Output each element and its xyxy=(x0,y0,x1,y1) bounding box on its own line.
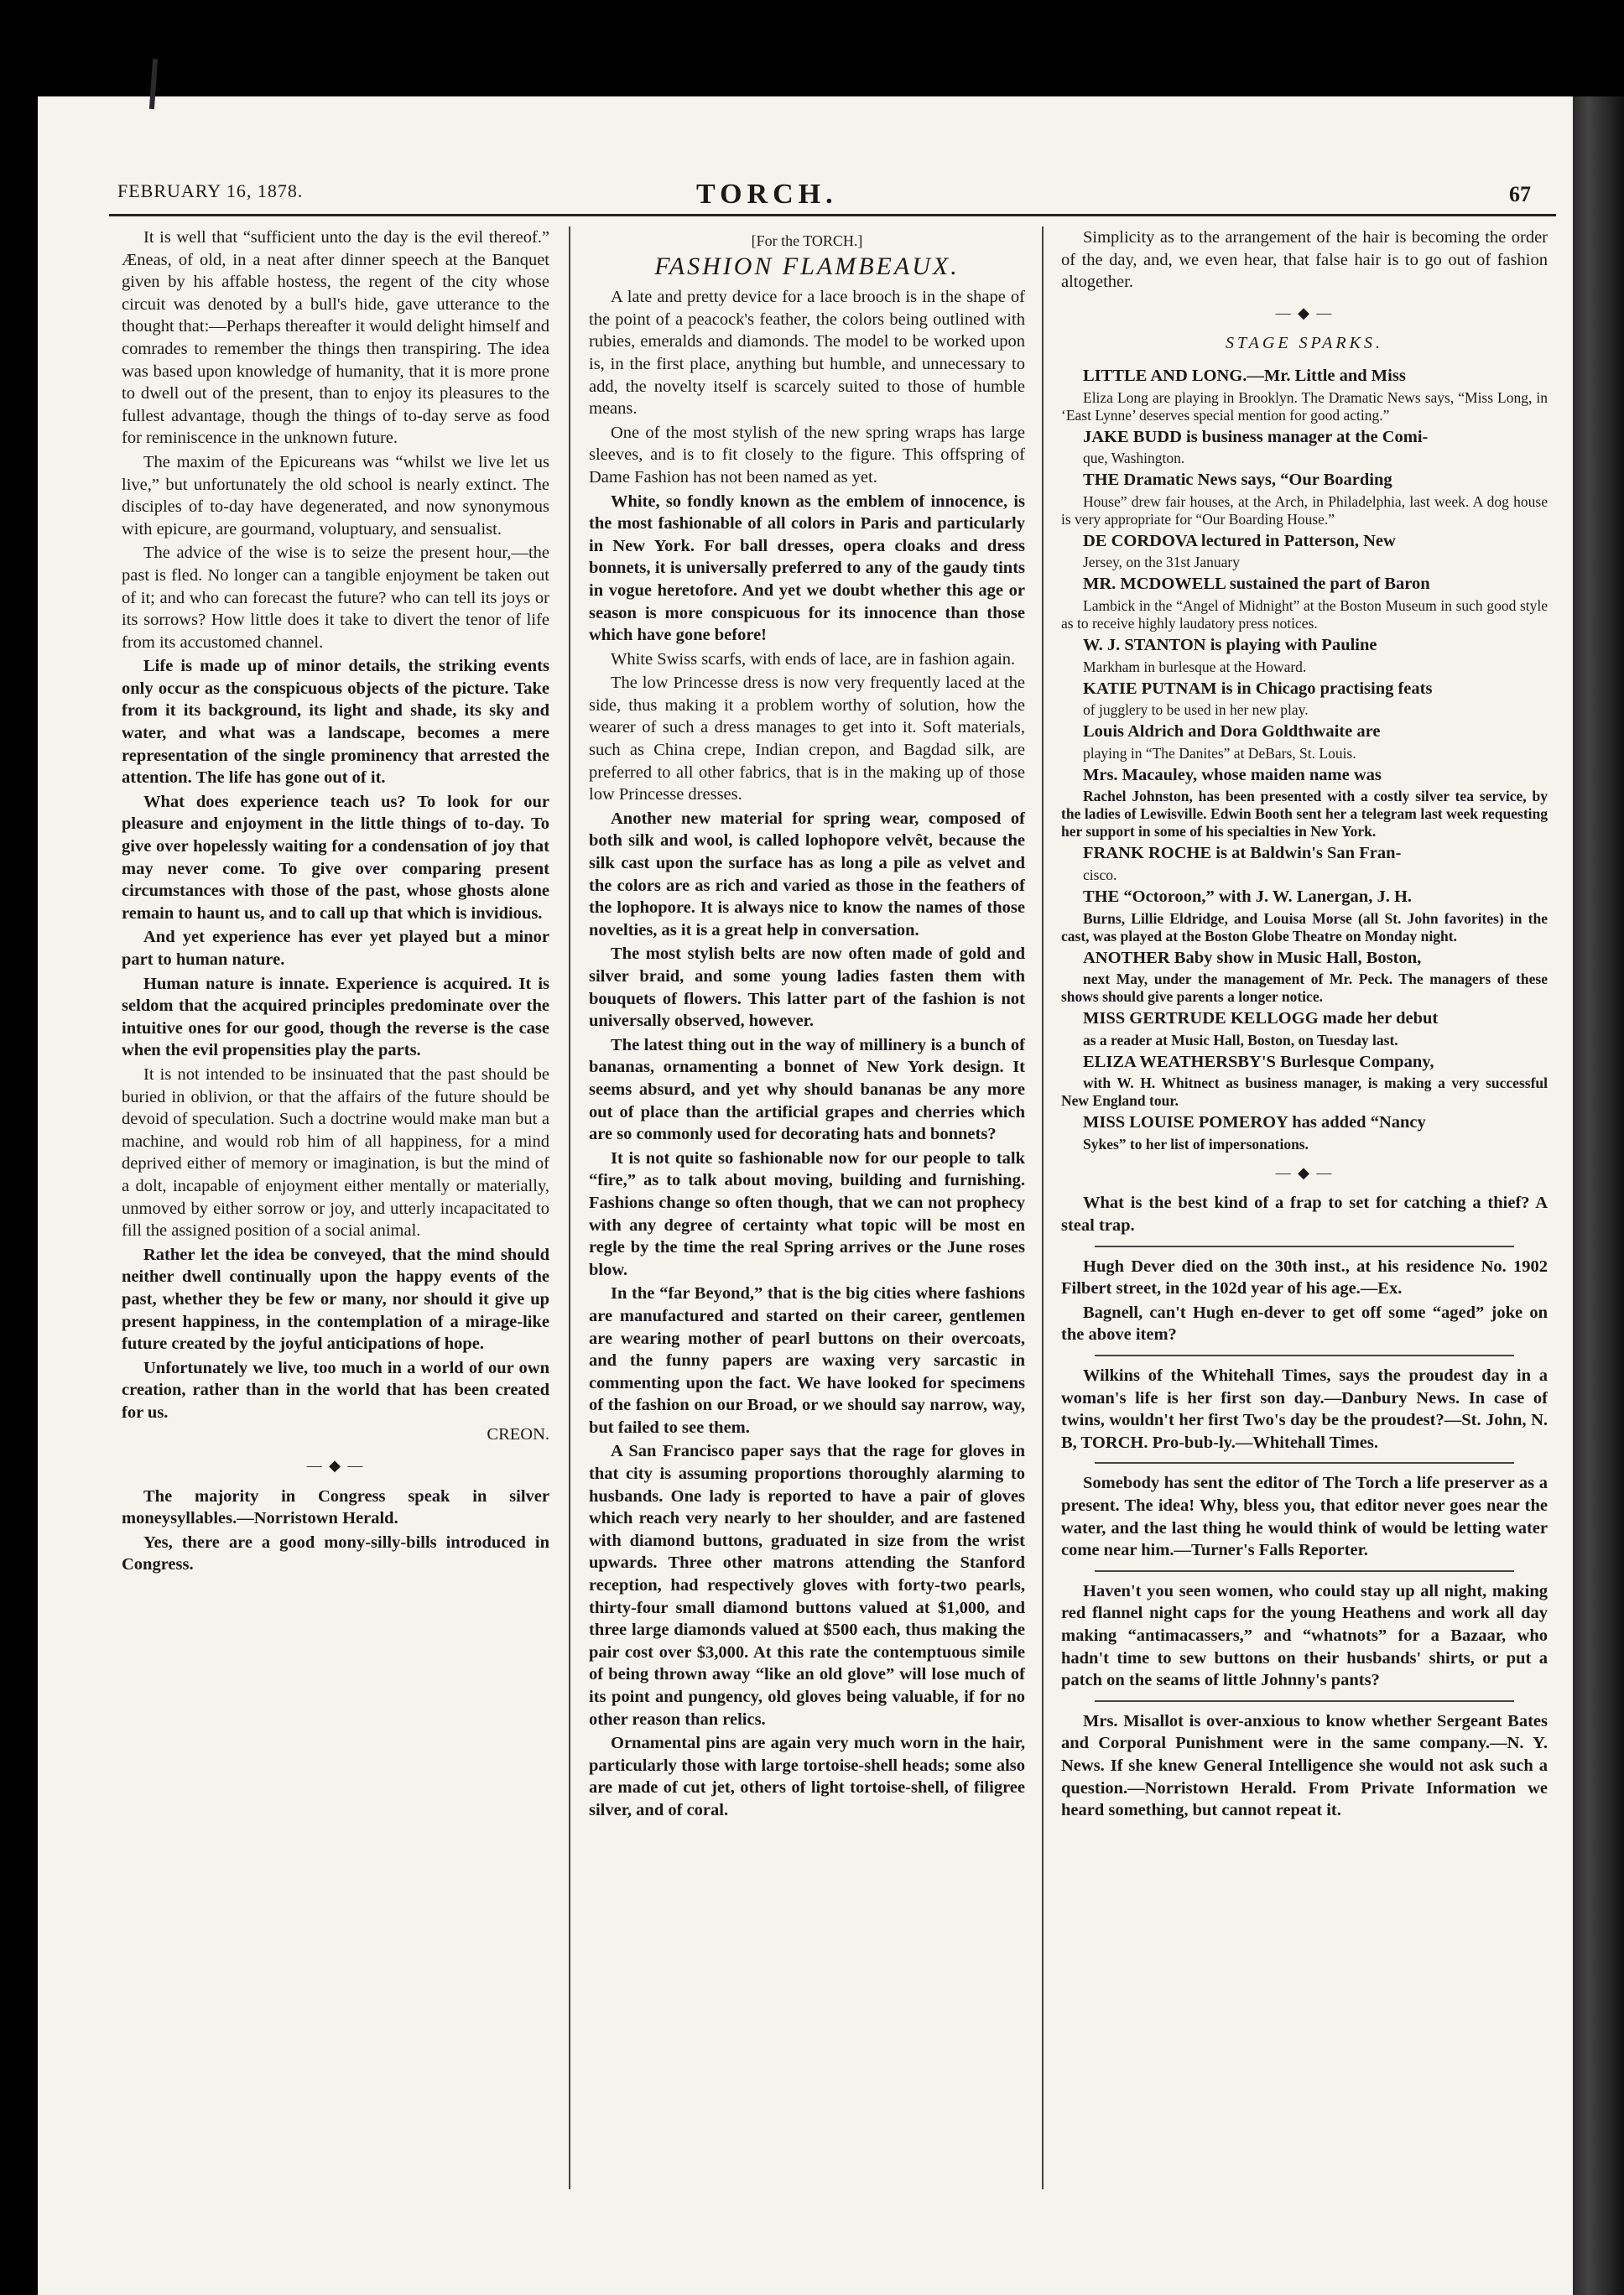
spark-lead: THE Dramatic News says, “Our Boarding xyxy=(1083,471,1392,490)
stage-spark-item xyxy=(1061,721,1548,762)
spark-lead: MISS GERTRUDE KELLOGG made her debut xyxy=(1083,1009,1439,1028)
paragraph: The majority in Congress speak in silver moneysyllables.—Norristown Herald. xyxy=(122,1486,549,1528)
paragraph: And yet experience has ever yet played but a minor part to human nature. xyxy=(122,928,549,969)
spark-body: House” drew fair houses, at the Arch, in Philadelphia, last week. A dog house is very appropriate for “Our Boarding House.” xyxy=(1061,492,1548,528)
stage-spark-item xyxy=(1061,365,1548,424)
spark-lead: MR. MCDOWELL sustained the part of Baron xyxy=(1083,575,1430,594)
paragraph: Human nature is innate. Experience is acquired. It is seldom that the acquired principles predominate over the intuitive ones for our good, though the reverse is the case when the evil propensities play the parts. xyxy=(122,974,549,1060)
spark-body: with W. H. Whitnect as business manager, is making a very successful New England tour. xyxy=(1061,1075,1548,1110)
header-rule xyxy=(109,214,1556,216)
spark-lead: W. J. STANTON is playing with Pauline xyxy=(1083,635,1377,654)
section-rule xyxy=(1095,1700,1514,1702)
paragraph: The low Princesse dress is now very frequently laced at the side, thus making it a problem worthy of solution, how the wearer of such a dress manages to get into it. Soft materials, such as China crepe, Indian crepon, and Bagdad silk, are preferred to all other fabrics, that is in the making up of those low Princesse dresses. xyxy=(589,674,1025,804)
paragraph: The latest thing out in the way of millinery is a bunch of bananas, ornamenting a bonnet of New York design. It seems absurd, and yet why should bananas be any more out of place than the artificial grapes and cherries which are so commonly used for decorating hats and bonnets? xyxy=(589,1035,1025,1144)
stage-spark-item xyxy=(1061,573,1548,632)
section-heading: STAGE SPARKS. xyxy=(1226,334,1383,353)
paragraph: White, so fondly known as the emblem of innocence, is the most fashionable of all colors in Paris and particularly in New York. For ball dresses, opera cloaks and dress bonnets, it is universally preferred to any of the gaudy tints in vogue heretofore. And yet we doubt whether this age or season is more conspicuous for its innocence than those which have gone before! xyxy=(589,492,1025,645)
column-divider xyxy=(569,226,570,2189)
paragraph: It is well that “sufficient unto the day is the evil thereof.” Æneas, of old, in a neat after dinner speech at the Banquet given by his affable hostess, the regent of the city whose circuit was denoted by a bull's hide, gave utterance to the thought that:—Perhaps thereafter it would delight himself and comrades to remember the things then transpiring. The idea was based upon knowledge of humanity, that it is more prone to dwell out of the present, than to enjoy its pleasures to the fullest advantage, though the things of to-day serve as food for reminiscence in the unknown future. xyxy=(122,228,549,448)
author-signature: CREON. xyxy=(487,1425,549,1444)
spark-lead: DE CORDOVA lectured in Patterson, New xyxy=(1083,531,1396,550)
spark-lead: ANOTHER Baby show in Music Hall, Boston, xyxy=(1083,948,1422,967)
paragraph: Bagnell, can't Hugh en-dever to get off some “aged” joke on the above item? xyxy=(1061,1303,1548,1345)
paragraph: One of the most stylish of the new spring wraps has large sleeves, and is to fit closely to the figure. This offspring of Dame Fashion has not been named as yet. xyxy=(589,423,1025,487)
stage-spark-item xyxy=(1061,678,1548,720)
paragraph: Unfortunately we live, too much in a world of our own creation, rather than in the world that has been created for us. xyxy=(122,1358,549,1422)
paragraph: Yes, there are a good mony-silly-bills introduced in Congress. xyxy=(122,1533,549,1574)
ornament-divider xyxy=(1061,302,1548,325)
article-heading: FASHION FLAMBEAUX. xyxy=(654,252,960,280)
spark-body: playing in “The Danites” at DeBars, St. Louis. xyxy=(1083,744,1356,762)
spark-body: Jersey, on the 31st January xyxy=(1083,554,1240,571)
spark-lead: JAKE BUDD is business manager at the Comi- xyxy=(1083,427,1429,446)
spark-body: of jugglery to be used in her new play. xyxy=(1083,701,1309,719)
paragraph: A late and pretty device for a lace brooch is in the shape of the point of a peacock's feather, the colors being outlined with rubies, emeralds and diamonds. The model to be worked upon is, in the first place, anything but humble, and unnecessary to add, the novelty itself is scarcely suited to those of humble means. xyxy=(589,288,1025,419)
paragraph: Ornamental pins are again very much worn in the hair, particularly those with large tortoise-shell heads; some also are made of cut jet, others of light tortoise-shell, of filigree silver, and of coral. xyxy=(589,1734,1025,1819)
ornament-divider xyxy=(1061,1162,1548,1184)
stage-spark-item xyxy=(1061,634,1548,676)
section-rule xyxy=(1095,1246,1514,1247)
ornament-divider xyxy=(122,1455,549,1477)
spark-body: as a reader at Music Hall, Boston, on Tuesday last. xyxy=(1083,1031,1398,1049)
paragraph: Simplicity as to the arrangement of the hair is becoming the order of the day, and, we even hear, that false hair is to go out of fashion altogether. xyxy=(1061,228,1548,292)
column-right xyxy=(1061,226,1548,1824)
stage-spark-item xyxy=(1061,886,1548,945)
page-header xyxy=(109,164,1556,217)
paragraph: The advice of the wise is to seize the present hour,—the past is fled. No longer can a tangible enjoyment be taken out of it; and who can forecast the future? who can tell its joys or its sorrows? How little does it take to divert the tenor of life from its accustomed channel. xyxy=(122,544,549,652)
stage-spark-item xyxy=(1061,1007,1548,1049)
section-rule xyxy=(1095,1355,1514,1356)
stage-spark-item xyxy=(1061,842,1548,884)
spark-body: next May, under the management of Mr. Peck. The managers of these shows should give parents a longer notice. xyxy=(1061,971,1548,1006)
spark-body: cisco. xyxy=(1083,866,1117,883)
paragraph: It is not quite so fashionable now for our people to talk “fire,” as to talk about moving, building and furnishing. Fashions change so often though, that we can not prophecy with any degree of certainty what topic will be most en regle by the time the real Spring arrives or the June roses blow. xyxy=(589,1148,1025,1279)
spark-body: que, Washington. xyxy=(1083,450,1185,467)
spark-lead: FRANK ROCHE is at Baldwin's San Fran- xyxy=(1083,844,1402,863)
paragraph: Hugh Dever died on the 30th inst., at his residence No. 1902 Filbert street, in the 102d year of his age.—Ex. xyxy=(1061,1257,1548,1298)
spark-body: Eliza Long are playing in Brooklyn. The Dramatic News says, “Miss Long, in ‘East Lynne’ deserves special mention for good acting.” xyxy=(1061,388,1548,424)
page-number: 67 xyxy=(1509,182,1531,206)
paragraph: Another new material for spring wear, composed of both silk and wool, is called lophopore velvêt, because the silk cast upon the surface has as long a pile as velvet and the colors are as rich and varied as those in the feathers of the lophopore. It is always nice to know the names of those novelties, as it is a great help in conversation. xyxy=(589,809,1025,939)
section-rule xyxy=(1095,1570,1514,1572)
paragraph: It is not intended to be insinuated that the past should be buried in oblivion, or that the affairs of the future should be devoid of speculation. Such a doctrine would make man but a machine, and would rob him of all happiness, for a mind deprived either of memory or imagination, is but the mind of a dolt, incapable of enjoyment either mentally or materially, unmoved by either sorrow or joy, and utterly incapacitated to fill the assigned position of a social animal. xyxy=(122,1064,549,1241)
paragraph: What is the best kind of a frap to set for catching a thief? A steal trap. xyxy=(1061,1194,1548,1236)
paragraph: White Swiss scarfs, with ends of lace, are in fashion again. xyxy=(611,649,1016,669)
stage-spark-item xyxy=(1061,764,1548,841)
spark-lead: Louis Aldrich and Dora Goldthwaite are xyxy=(1083,722,1381,742)
column-middle xyxy=(589,226,1025,1824)
stage-spark-item xyxy=(1061,1051,1548,1111)
spark-body: Rachel Johnston, has been presented with a costly silver tea service, by the ladies of Lewisville. Edwin Booth sent her a telegram last week requesting her support in some of his specialties in New York. xyxy=(1061,788,1548,840)
page-frame xyxy=(109,164,1556,2210)
spark-lead: ELIZA WEATHERSBY'S Burlesque Company, xyxy=(1083,1052,1434,1071)
binding-edge xyxy=(1573,96,1624,2295)
stage-spark-item xyxy=(1061,530,1548,572)
paragraph: Mrs. Misallot is over-anxious to know whether Sergeant Bates and Corporal Punishment were in the same company.—N. Y. News. If she knew General Intelligence she would not ask such a question.—Norristown Herald. From Private Information we heard something, but cannot repeat it. xyxy=(1061,1711,1548,1820)
paragraph: The maxim of the Epicureans was “whilst we live let us live,” but unfortunately the old school is nearly extinct. The disciples of to-day have degenerated, and now synonymous with epicure, are gourmand, voluptuary, and sensualist. xyxy=(122,452,549,539)
spark-body: Lambick in the “Angel of Midnight” at the Boston Museum in such good style as to receive highly laudatory press notices. xyxy=(1061,596,1548,632)
paragraph: Haven't you seen women, who could stay up all night, making red flannel night caps for the young Heathens and work all day making “antimacassers,” and “whatnots” for a Bazaar, who hadn't time to sew buttons on their husbands' shirts, or put a patch on the seams of little Johnny's pants? xyxy=(1061,1581,1548,1690)
spark-body: Burns, Lillie Eldridge, and Louisa Morse (all St. John favorites) in the cast, was played at the Boston Globe Theatre on Monday night. xyxy=(1061,909,1548,945)
paragraph: Wilkins of the Whitehall Times, says the proudest day in a woman's life is her first son day.—Danbury News. In case of twins, wouldn't her first Two's day be the proudest?—St. John, N. B, TORCH. Pro-bub-ly.—Whitehall Times. xyxy=(1061,1366,1548,1452)
spark-body: Markham in burlesque at the Howard. xyxy=(1083,658,1307,675)
spark-body: Sykes” to her list of impersonations. xyxy=(1083,1135,1309,1153)
spark-lead: KATIE PUTNAM is in Chicago practising feats xyxy=(1083,679,1433,698)
paragraph: What does experience teach us? To look for our pleasure and enjoyment in the little things of to-day. To give over hopelessly waiting for a condensation of joy that may never come. To give over comparing present circumstances with those of the past, whose ghosts alone remain to haunt us, and to call up that which is invidious. xyxy=(122,792,549,923)
spark-lead: MISS LOUISE POMEROY has added “Nancy xyxy=(1083,1113,1426,1132)
column-divider xyxy=(1042,226,1044,2189)
paragraph: Somebody has sent the editor of The Torch a life preserver as a present. The idea! Why, bless you, that editor never goes near the water, and the last thing he would think of would be letting water come near him.—Turner's Falls Reporter. xyxy=(1061,1474,1548,1560)
paragraph: In the “far Beyond,” that is the big cities where fashions are manufactured and started on their career, gentlemen are wearing mother of pearl buttons on their overcoats, and the funny papers are waxing very sarcastic in commenting upon the fact. We have looked for specimens of the fashion on our Broad, or we should say narrow, way, but failed to see them. xyxy=(589,1284,1025,1437)
paragraph: A San Francisco paper says that the rage for gloves in that city is assuming proportions thoroughly alarming to husbands. One lady is reported to have a pair of gloves which reach very nearly to her shoulder, and are fastened with diamond buttons, graduated in size from the wrist upwards. Three other matrons attending the Stanford reception, had respectively gloves with forty-two pearls, thirty-four small diamond buttons valued at $1,000, and three large diamonds valued at $500 each, thus making the pair cost over $3,000. At this rate the contemptuous simile of being thrown away “like an old glove” will lose much of its point and pungency, old gloves being valuable, if for no other reason than relics. xyxy=(589,1442,1025,1729)
masthead-title: TORCH. xyxy=(696,179,838,210)
spark-lead: LITTLE AND LONG.—Mr. Little and Miss xyxy=(1083,366,1406,385)
paragraph: Rather let the idea be conveyed, that the mind should neither dwell continually upon the happy events of the past, whether they be few or many, nor should it give up present happiness, in the contemplation of a mirage-like future created by the joyful anticipations of hope. xyxy=(122,1245,549,1354)
stage-spark-item xyxy=(1061,469,1548,528)
byline: [For the TORCH.] xyxy=(751,232,863,249)
spark-lead: THE “Octoroon,” with J. W. Lanergan, J. H. xyxy=(1083,887,1413,906)
paragraph: Life is made up of minor details, the striking events only occur as the conspicuous objects of the picture. Take from it its background, its light and shade, its sky and water, and what was a landscape, becomes a mere representation of the single prominency that arrested the attention. The life has gone out of it. xyxy=(122,657,549,788)
stage-spark-item xyxy=(1061,426,1548,468)
issue-date: FEBRUARY 16, 1878. xyxy=(117,180,304,201)
stage-spark-item xyxy=(1061,1111,1548,1153)
column-left xyxy=(122,226,549,1578)
stage-spark-item xyxy=(1061,947,1548,1007)
paragraph: The most stylish belts are now often made of gold and silver braid, and some young ladies fasten them with bouquets of flowers. This latter part of the fashion is not universally observed, however. xyxy=(589,945,1025,1031)
section-rule xyxy=(1095,1462,1514,1464)
spark-lead: Mrs. Macauley, whose maiden name was xyxy=(1083,765,1382,784)
